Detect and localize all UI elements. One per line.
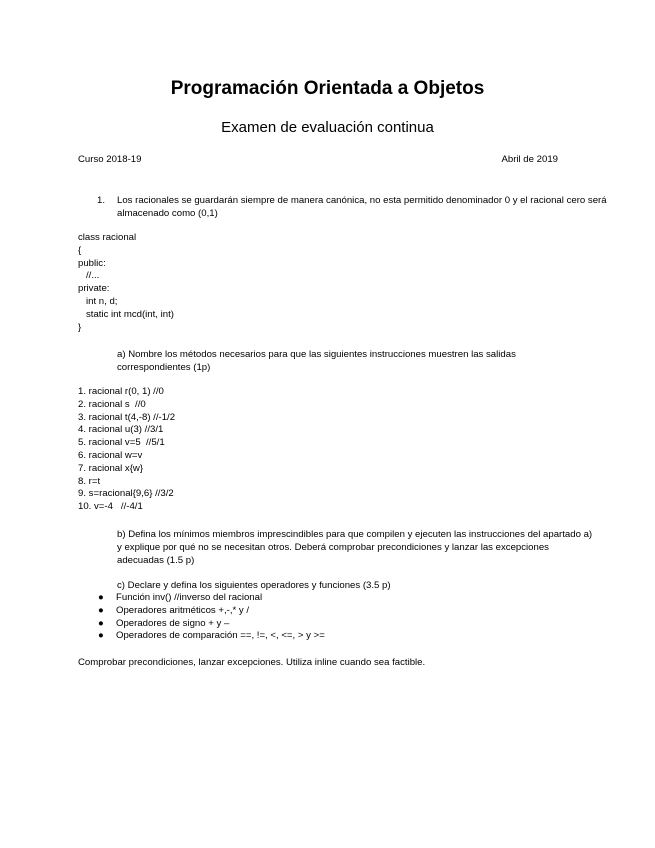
bullet-list [98, 592, 638, 643]
bullet-text: Operadores aritméticos +,-,* y / [116, 604, 250, 616]
code-line: { [78, 244, 82, 256]
bullet-item [98, 630, 638, 643]
question-text: Los racionales se guardarán siempre de manera canónica, no esta permitido denominador 0 y el racional cero será almacenado como (0,1) [117, 195, 607, 219]
code-line: public: [78, 257, 106, 269]
code-line: class racional [78, 232, 137, 243]
code-line: //... [78, 270, 100, 282]
instruction-list [78, 386, 378, 514]
bullet-icon: ● [98, 592, 104, 603]
document-subtitle: Examen de evaluación continua [221, 119, 434, 136]
code-line: static int mcd(int, int) [78, 308, 174, 320]
bullet-item [98, 592, 638, 605]
instruction-item: 5. racional v=5 //5/1 [78, 437, 165, 449]
bullet-icon: ● [98, 617, 104, 629]
bullet-item [98, 618, 638, 631]
bullet-icon: ● [98, 604, 104, 616]
bullet-text: Función inv() //inverso del racional [116, 592, 263, 603]
part-c-text: c) Declare y defina los siguientes operadores y funciones (3.5 p) [117, 580, 391, 591]
part-a-text: a) Nombre los métodos necesarios para que las siguientes instrucciones muestren las salidas correspondientes (1p) [117, 349, 516, 373]
code-line: int n, d; [78, 295, 118, 307]
document-title: Programación Orientada a Objetos [170, 78, 485, 99]
instruction-item: 10. v=-4 //-4/1 [78, 501, 143, 513]
course-label: Curso 2018-19 [78, 154, 142, 165]
instruction-item: 1. racional r(0, 1) //0 [78, 386, 164, 397]
code-line: } [78, 321, 82, 333]
instruction-item: 4. racional u(3) //3/1 [78, 424, 164, 436]
bullet-text: Operadores de signo + y – [116, 617, 230, 629]
instruction-item: 6. racional w=v [78, 449, 143, 461]
footer-note: Comprobar precondiciones, lanzar excepciones. Utiliza inline cuando sea factible. [78, 657, 426, 668]
instruction-item: 7. racional x{w} [78, 462, 144, 474]
bullet-item [98, 605, 638, 618]
question-number: 1. [97, 195, 106, 206]
instruction-item: 8. r=t [78, 475, 101, 487]
instruction-item: 9. s=racional{9,6} //3/2 [78, 488, 174, 500]
instruction-item: 2. racional s //0 [78, 398, 146, 410]
instruction-item: 3. racional t(4,-8) //-1/2 [78, 411, 176, 423]
bullet-text: Operadores de comparación ==, !=, <, <=, > y >= [116, 630, 325, 642]
code-block [78, 232, 378, 334]
code-line: private: [78, 283, 110, 295]
part-b-text: b) Defina los mínimos miembros imprescindibles para que compilen y ejecuten las instrucciones del apartado a) y explique por qué no se necesitan otros. Deberá comprobar precondiciones y lanzar las excepciones adecuadas (1.5 p) [117, 529, 593, 566]
date-label: Abril de 2019 [501, 154, 558, 165]
bullet-icon: ● [98, 630, 104, 642]
